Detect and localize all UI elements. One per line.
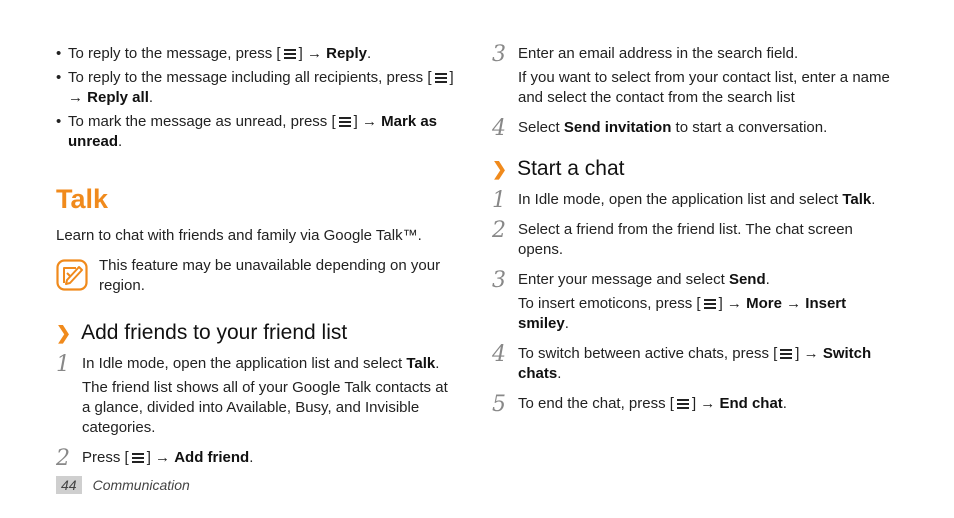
step-end: . [765,271,770,288]
step-end: . [435,355,440,372]
step-text: Select [518,119,564,136]
menu-key-icon [130,452,146,464]
subheading-text: Add friends to your friend list [81,321,348,344]
step-number: 4 [492,116,506,141]
step-number: 5 [492,392,506,417]
step-number: 4 [492,342,506,367]
step-text: Enter an email address in the search field. [518,45,799,62]
step-bold: Send invitation [563,119,672,136]
bullet-text: To reply to the message, press [ [68,45,281,62]
left-column [56,44,456,471]
menu-key-icon [702,298,718,310]
menu-key-icon [337,116,353,128]
bullet-arrow: ] → [68,69,454,106]
chapter-name: Communication [92,477,190,493]
step-text: In Idle mode, open the application list and select [518,191,843,208]
step-text: Enter your message and select [518,271,729,288]
list-item [56,68,456,108]
step [492,270,897,334]
step-bold: Talk [406,355,436,372]
step-number: 2 [56,446,70,471]
page-footer [56,476,190,494]
list-item [56,44,456,64]
step-number: 1 [56,352,70,377]
step-arrow: ] → [795,345,823,362]
step-arrow: ] → [146,449,175,466]
step-bold: End chat [719,395,783,412]
note-text: This feature may be unavailable depending on your region. [99,257,441,294]
step-text: Press [ [82,449,129,466]
step-detail: To insert emoticons, press [ [518,295,701,312]
step-number: 3 [492,268,506,293]
page-number: 44 [56,476,82,494]
step-detail: The friend list shows all of your Google Talk contacts at a glance, divided into Available, Busy, and Invisible categories. [82,379,448,436]
step [492,392,897,417]
step-number: 1 [492,188,506,213]
step-bold: Talk [842,191,872,208]
step-end: to start a conversation. [671,119,828,136]
step [492,44,897,108]
step [492,344,897,384]
step-end: . [249,449,254,466]
bullet-bold: Mark as unread [68,113,438,150]
step-bold: More [746,295,782,312]
step [492,188,897,213]
step [492,220,897,260]
bullet-end: . [118,133,123,150]
step-bold: Insert smiley [518,295,847,332]
step-arrow: ] → [718,295,747,312]
right-column [492,42,897,417]
step-end: . [557,365,562,382]
bullet-text: To mark the message as unread, press [ [68,113,336,130]
step-bold: Switch chats [518,345,872,382]
step-end: . [564,315,569,332]
menu-key-icon [778,348,794,360]
chevron-right-icon: ❯ [56,323,72,343]
list-item [56,112,456,152]
subheading [56,318,456,348]
step-end: . [782,395,787,412]
bullet-text: To reply to the message including all recipients, press [ [68,69,432,86]
subheading-text: Start a chat [517,157,625,180]
chevron-right-icon: ❯ [492,159,508,179]
step-detail: If you want to select from your contact list, enter a name and select the contact from the search list [518,69,890,106]
step-bold: Add friend [174,449,250,466]
section-intro: Learn to chat with friends and family via Google Talk™. [56,227,422,244]
step-bold: Send [728,271,766,288]
step-arrow: ] → [691,395,720,412]
step [56,354,456,438]
step-text: To switch between active chats, press [ [518,345,778,362]
menu-key-icon [282,48,298,60]
note-box [56,256,456,296]
step-text: To end the chat, press [ [518,395,674,412]
bullet-bold: Reply [326,45,367,62]
bullet-bold: Reply all [87,89,149,106]
step-number: 2 [492,218,506,243]
step-text: Select a friend from the friend list. The chat screen opens. [518,221,853,258]
step-end: . [871,191,876,208]
subheading [492,154,897,184]
bullet-end: . [366,45,372,62]
note-icon [56,259,88,291]
menu-key-icon [433,72,449,84]
menu-key-icon [675,398,691,410]
step [492,116,897,141]
step-text: In Idle mode, open the application list and select [82,355,407,372]
bullet-end: . [148,89,154,106]
step-number: 3 [492,42,506,67]
section-title: Talk [56,184,109,214]
bullet-arrow: ] → [298,45,327,62]
step [56,446,456,471]
step-arrow: → [781,295,806,312]
bullet-arrow: ] → [353,113,382,130]
